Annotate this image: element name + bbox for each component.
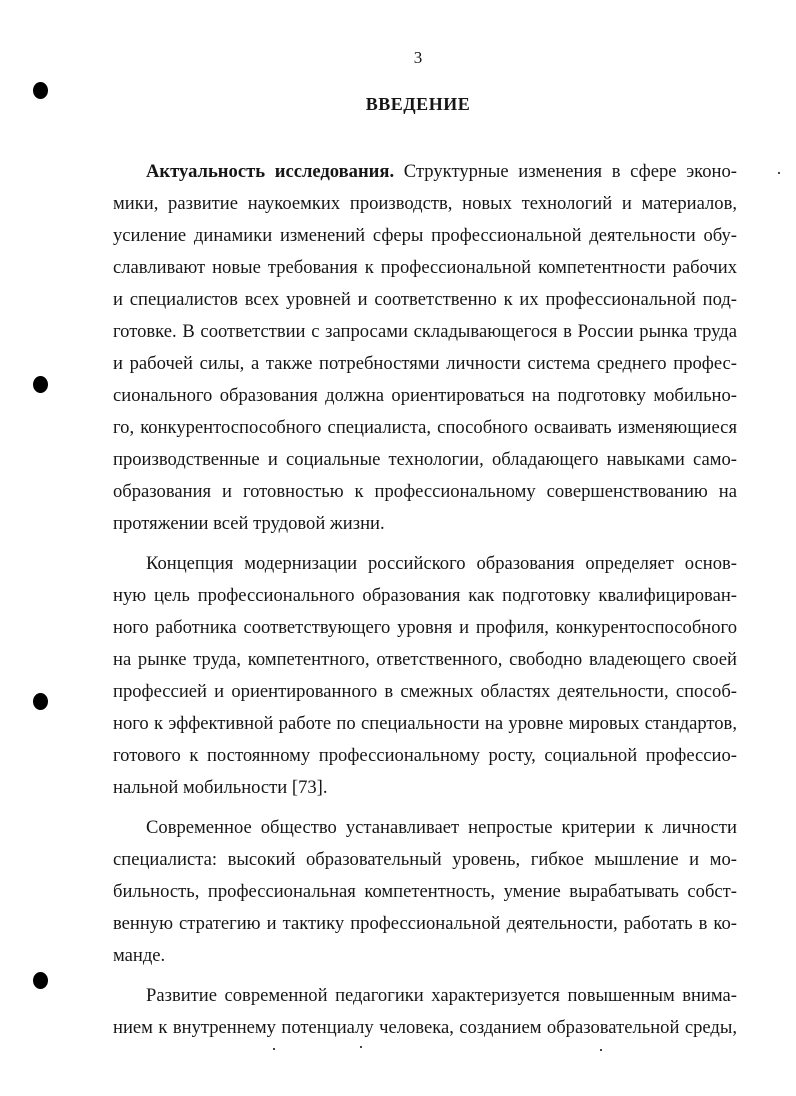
paragraph-pedagogy [113, 980, 737, 1044]
punch-hole [33, 693, 48, 710]
text-line: мики, развитие наукоемких производств, новых технологий и материалов, [113, 193, 737, 214]
document-body [113, 156, 737, 1044]
text-line: на рынке труда, компетентного, ответственного, свободно владеющего своей [113, 649, 737, 670]
text-line: нальной мобильности [73]. [113, 777, 328, 798]
text-line: протяжении всей трудовой жизни. [113, 513, 385, 534]
text-line: сионального образования должна ориентироваться на подготовку мобильно- [113, 385, 737, 406]
punch-hole [33, 376, 48, 393]
text-line: образования и готовностью к профессиональному совершенствованию на [113, 481, 737, 502]
text-line: специалиста: высокий образовательный уровень, гибкое мышление и мо- [113, 849, 737, 870]
text-line: ную цель профессионального образования как подготовку квалифицирован- [113, 585, 737, 606]
text-line: производственные и социальные технологии, обладающего навыками само- [113, 449, 737, 470]
lead-heading: Актуальность исследования. [146, 161, 395, 182]
paragraph-gap [113, 540, 737, 548]
paragraph-gap [113, 804, 737, 812]
text-line: усиление динамики изменений сферы профессиональной деятельности обу- [113, 225, 737, 246]
paragraph-concept [113, 548, 737, 804]
text-line: профессией и ориентированного в смежных областях деятельности, способ- [113, 681, 737, 702]
scan-speck [778, 172, 780, 174]
text-line: славливают новые требования к профессиональной компетентности рабочих [113, 257, 737, 278]
scan-speck [273, 1048, 275, 1050]
text-line: бильность, профессиональная компетентность, умение вырабатывать собст- [113, 881, 737, 902]
text-line-content: Структурные изменения в сфере эконо- [394, 161, 737, 182]
text-line: ного к эффективной работе по специальности на уровне мировых стандартов, [113, 713, 737, 734]
paragraph-society [113, 812, 737, 972]
paragraph-gap [113, 972, 737, 980]
text-line: венную стратегию и тактику профессиональной деятельности, работать в ко- [113, 913, 737, 934]
text-line: и специалистов всех уровней и соответственно к их профессиональной под- [113, 289, 737, 310]
text-line: нием к внутреннему потенциалу человека, созданием образовательной среды, [113, 1017, 737, 1038]
text-line [113, 156, 737, 188]
text-line: и рабочей силы, а также потребностями личности система среднего профес- [113, 353, 737, 374]
scan-speck [360, 1046, 362, 1048]
text-line: готовке. В соответствии с запросами складывающегося в России рынка труда [113, 321, 737, 342]
text-line: Развитие современной педагогики характеризуется повышенным внима- [146, 985, 737, 1006]
punch-hole [33, 972, 48, 989]
text-line: ного работника соответствующего уровня и профиля, конкурентоспособного [113, 617, 737, 638]
page-number: 3 [413, 48, 423, 67]
text-line: го, конкурентоспособного специалиста, способного осваивать изменяющиеся [113, 417, 737, 438]
paragraph-relevance [113, 156, 737, 540]
text-line: Современное общество устанавливает непростые критерии к личности [146, 817, 737, 838]
scan-speck [600, 1049, 602, 1051]
text-line: манде. [113, 945, 166, 966]
page-title: ВВЕДЕНИЕ [365, 94, 471, 114]
text-line: готового к постоянному профессиональному росту, социальной профессио- [113, 745, 737, 766]
text-line: Концепция модернизации российского образования определяет основ- [146, 553, 737, 574]
